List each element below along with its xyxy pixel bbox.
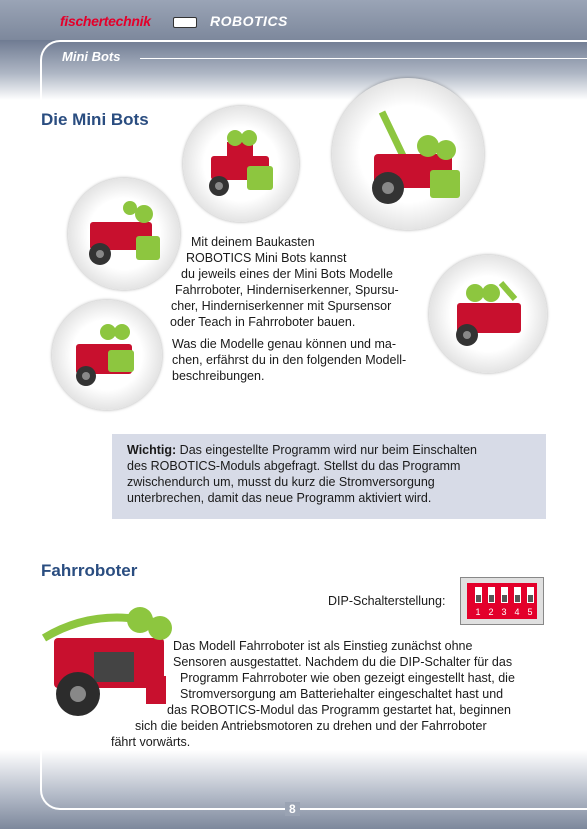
intro-line: ROBOTICS Mini Bots kannst xyxy=(186,251,347,265)
important-note xyxy=(112,434,546,519)
section-title: Mini Bots xyxy=(62,49,121,64)
intro-line: cher, Hinderniserkenner mit Spursensor xyxy=(171,299,392,313)
dip-number: 2 xyxy=(488,607,494,617)
dip-switch-5 xyxy=(527,587,534,603)
body-line: das ROBOTICS-Modul das Programm gestartet hat, beginnen xyxy=(167,703,511,717)
photo-minibot-4 xyxy=(429,255,547,373)
robot-icon xyxy=(80,192,168,276)
dip-switch-label: DIP-Schalterstellung: xyxy=(328,594,446,608)
photo-minibot-2 xyxy=(332,78,484,230)
photo-minibot-3 xyxy=(68,178,180,290)
intro-line: chen, erfährst du in den folgenden Modell- xyxy=(172,353,407,367)
dip-number: 5 xyxy=(527,607,533,617)
intro-line: oder Teach in Fahrroboter bauen. xyxy=(170,315,356,329)
dip-number: 4 xyxy=(514,607,520,617)
intro-line: Was die Modelle genau können und ma- xyxy=(172,337,396,351)
note-line: des ROBOTICS-Moduls abgefragt. Stellst du das Programm xyxy=(127,459,461,473)
robot-icon xyxy=(64,314,150,396)
note-line: Wichtig: Das eingestellte Programm wird nur beim Einschalten xyxy=(127,443,478,457)
intro-line: du jeweils eines der Mini Bots Modelle xyxy=(181,267,393,281)
heading-mini-bots: Die Mini Bots xyxy=(41,110,149,129)
photo-fahrroboter xyxy=(34,598,184,720)
page-frame-top xyxy=(40,40,587,100)
intro-line: Fahrroboter, Hinderniserkenner, Spursu- xyxy=(175,283,399,297)
body-line: fährt vorwärts. xyxy=(111,735,191,749)
dip-number: 1 xyxy=(475,607,481,617)
dip-switch-2 xyxy=(488,587,495,603)
brand-emblem-icon xyxy=(173,17,197,28)
dip-switch-block xyxy=(467,583,537,619)
photo-minibot-1 xyxy=(183,106,299,222)
body-line: Programm Fahrroboter wie oben gezeigt eingestellt hast, die xyxy=(180,671,515,685)
note-line: zwischendurch um, musst du kurz die Stromversorgung xyxy=(127,475,435,489)
robot-icon xyxy=(197,120,285,208)
page-number: 8 xyxy=(285,802,300,816)
note-label: Wichtig: xyxy=(127,443,177,457)
intro-line: beschreibungen. xyxy=(172,369,265,383)
intro-line: Mit deinem Baukasten xyxy=(191,235,315,249)
robot-icon xyxy=(443,269,533,359)
body-line: Sensoren ausgestattet. Nachdem du die DIP-Schalter für das xyxy=(173,655,513,669)
body-line: sich die beiden Antriebsmotoren zu drehen und der Fahrroboter xyxy=(135,719,487,733)
robot-icon xyxy=(348,92,468,212)
section-rule xyxy=(140,58,587,59)
photo-minibot-5 xyxy=(52,300,162,410)
body-line: Das Modell Fahrroboter ist als Einstieg zunächst ohne xyxy=(173,639,473,653)
dip-switch-4 xyxy=(514,587,521,603)
brand-logo: fischertechnik xyxy=(60,13,151,29)
body-line: Stromversorgung am Batteriehalter eingeschaltet hast und xyxy=(180,687,504,701)
heading-fahrroboter: Fahrroboter xyxy=(41,561,138,580)
dip-switch-diagram xyxy=(460,577,544,625)
note-line: unterbrechen, damit das neue Programm aktiviert wird. xyxy=(127,491,432,505)
page-frame-bottom xyxy=(40,744,587,810)
dip-number: 3 xyxy=(501,607,507,617)
dip-switch-3 xyxy=(501,587,508,603)
product-name: ROBOTICS xyxy=(210,13,288,29)
dip-switch-1 xyxy=(475,587,482,603)
